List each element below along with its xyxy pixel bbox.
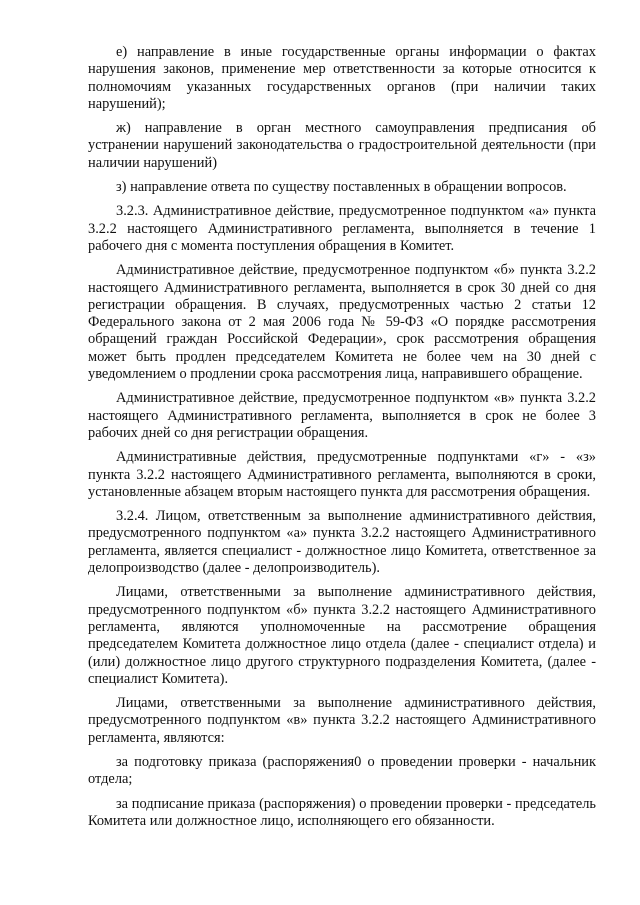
paragraph-3-2-3: 3.2.3. Административное действие, предусмотренное подпунктом «а» пункта 3.2.2 настоящего Административного регламента, выполняется в течение 1 рабочего дня с момента поступления обращения в Комитет.	[88, 203, 596, 254]
paragraph-zh: ж) направление в орган местного самоуправления предписания об устранении нарушений законодательства о градостроительной деятельности (при наличии нарушений)	[88, 120, 596, 171]
paragraph-responsible-v: Лицами, ответственными за выполнение административного действия, предусмотренного подпунктом «в» пункта 3.2.2 настоящего Административного регламента, являются:	[88, 695, 596, 746]
paragraph-order-preparation: за подготовку приказа (распоряжения0 о проведении проверки - начальник отдела;	[88, 753, 596, 788]
paragraph-z: з) направление ответа по существу поставленных в обращении вопросов.	[116, 179, 567, 196]
paragraph-actions-g-z: Административные действия, предусмотренные подпунктами «г» - «з» пункта 3.2.2 настоящего Административного регламента, выполняются в сроки, установленные абзацем вторым настоящего пункта для рассмотрения обращения.	[88, 449, 596, 500]
paragraph-3-2-4: 3.2.4. Лицом, ответственным за выполнение административного действия, предусмотренного подпунктом «а» пункта 3.2.2 настоящего Административного регламента, является специалист - должностное лицо Комитета, ответственное за делопроизводство (далее - делопроизводитель).	[88, 508, 596, 577]
paragraph-e: е) направление в иные государственные органы информации о фактах нарушения законов, применение мер ответственности за которые относится к полномочиям указанных государственных органов (при наличии таких нарушений);	[88, 44, 596, 112]
paragraph-order-signing: за подписание приказа (распоряжения) о проведении проверки - председатель Комитета или должностное лицо, исполняющего его обязанности.	[88, 795, 596, 829]
paragraph-action-b: Административное действие, предусмотренное подпунктом «б» пункта 3.2.2 настоящего Административного регламента, выполняется в срок 30 дней со дня регистрации обращения. В случаях, предусмотренных частью 2 статьи 12 Федерального закона от 2 мая 2006 года № 59-ФЗ «О порядке рассмотрения обращений граждан Российской Федерации», срок рассмотрения обращения может быть продлен председателем Комитета не более чем на 30 дней с уведомлением о продлении срока рассмотрения лица, направившего обращение.	[88, 262, 596, 383]
paragraph-action-v: Административное действие, предусмотренное подпунктом «в» пункта 3.2.2 настоящего Административного регламента, выполняется в срок не более 3 рабочих дней со дня регистрации обращения.	[88, 390, 596, 441]
paragraph-responsible-b: Лицами, ответственными за выполнение административного действия, предусмотренного подпунктом «б» пункта 3.2.2 настоящего Административного регламента, являются уполномоченные на рассмотрение обращения председателем Комитета должностное лицо отдела (далее - специалист отдела) и (или) должностное лицо другого структурного подразделения Комитета, (далее - специалист Комитета).	[88, 584, 596, 687]
